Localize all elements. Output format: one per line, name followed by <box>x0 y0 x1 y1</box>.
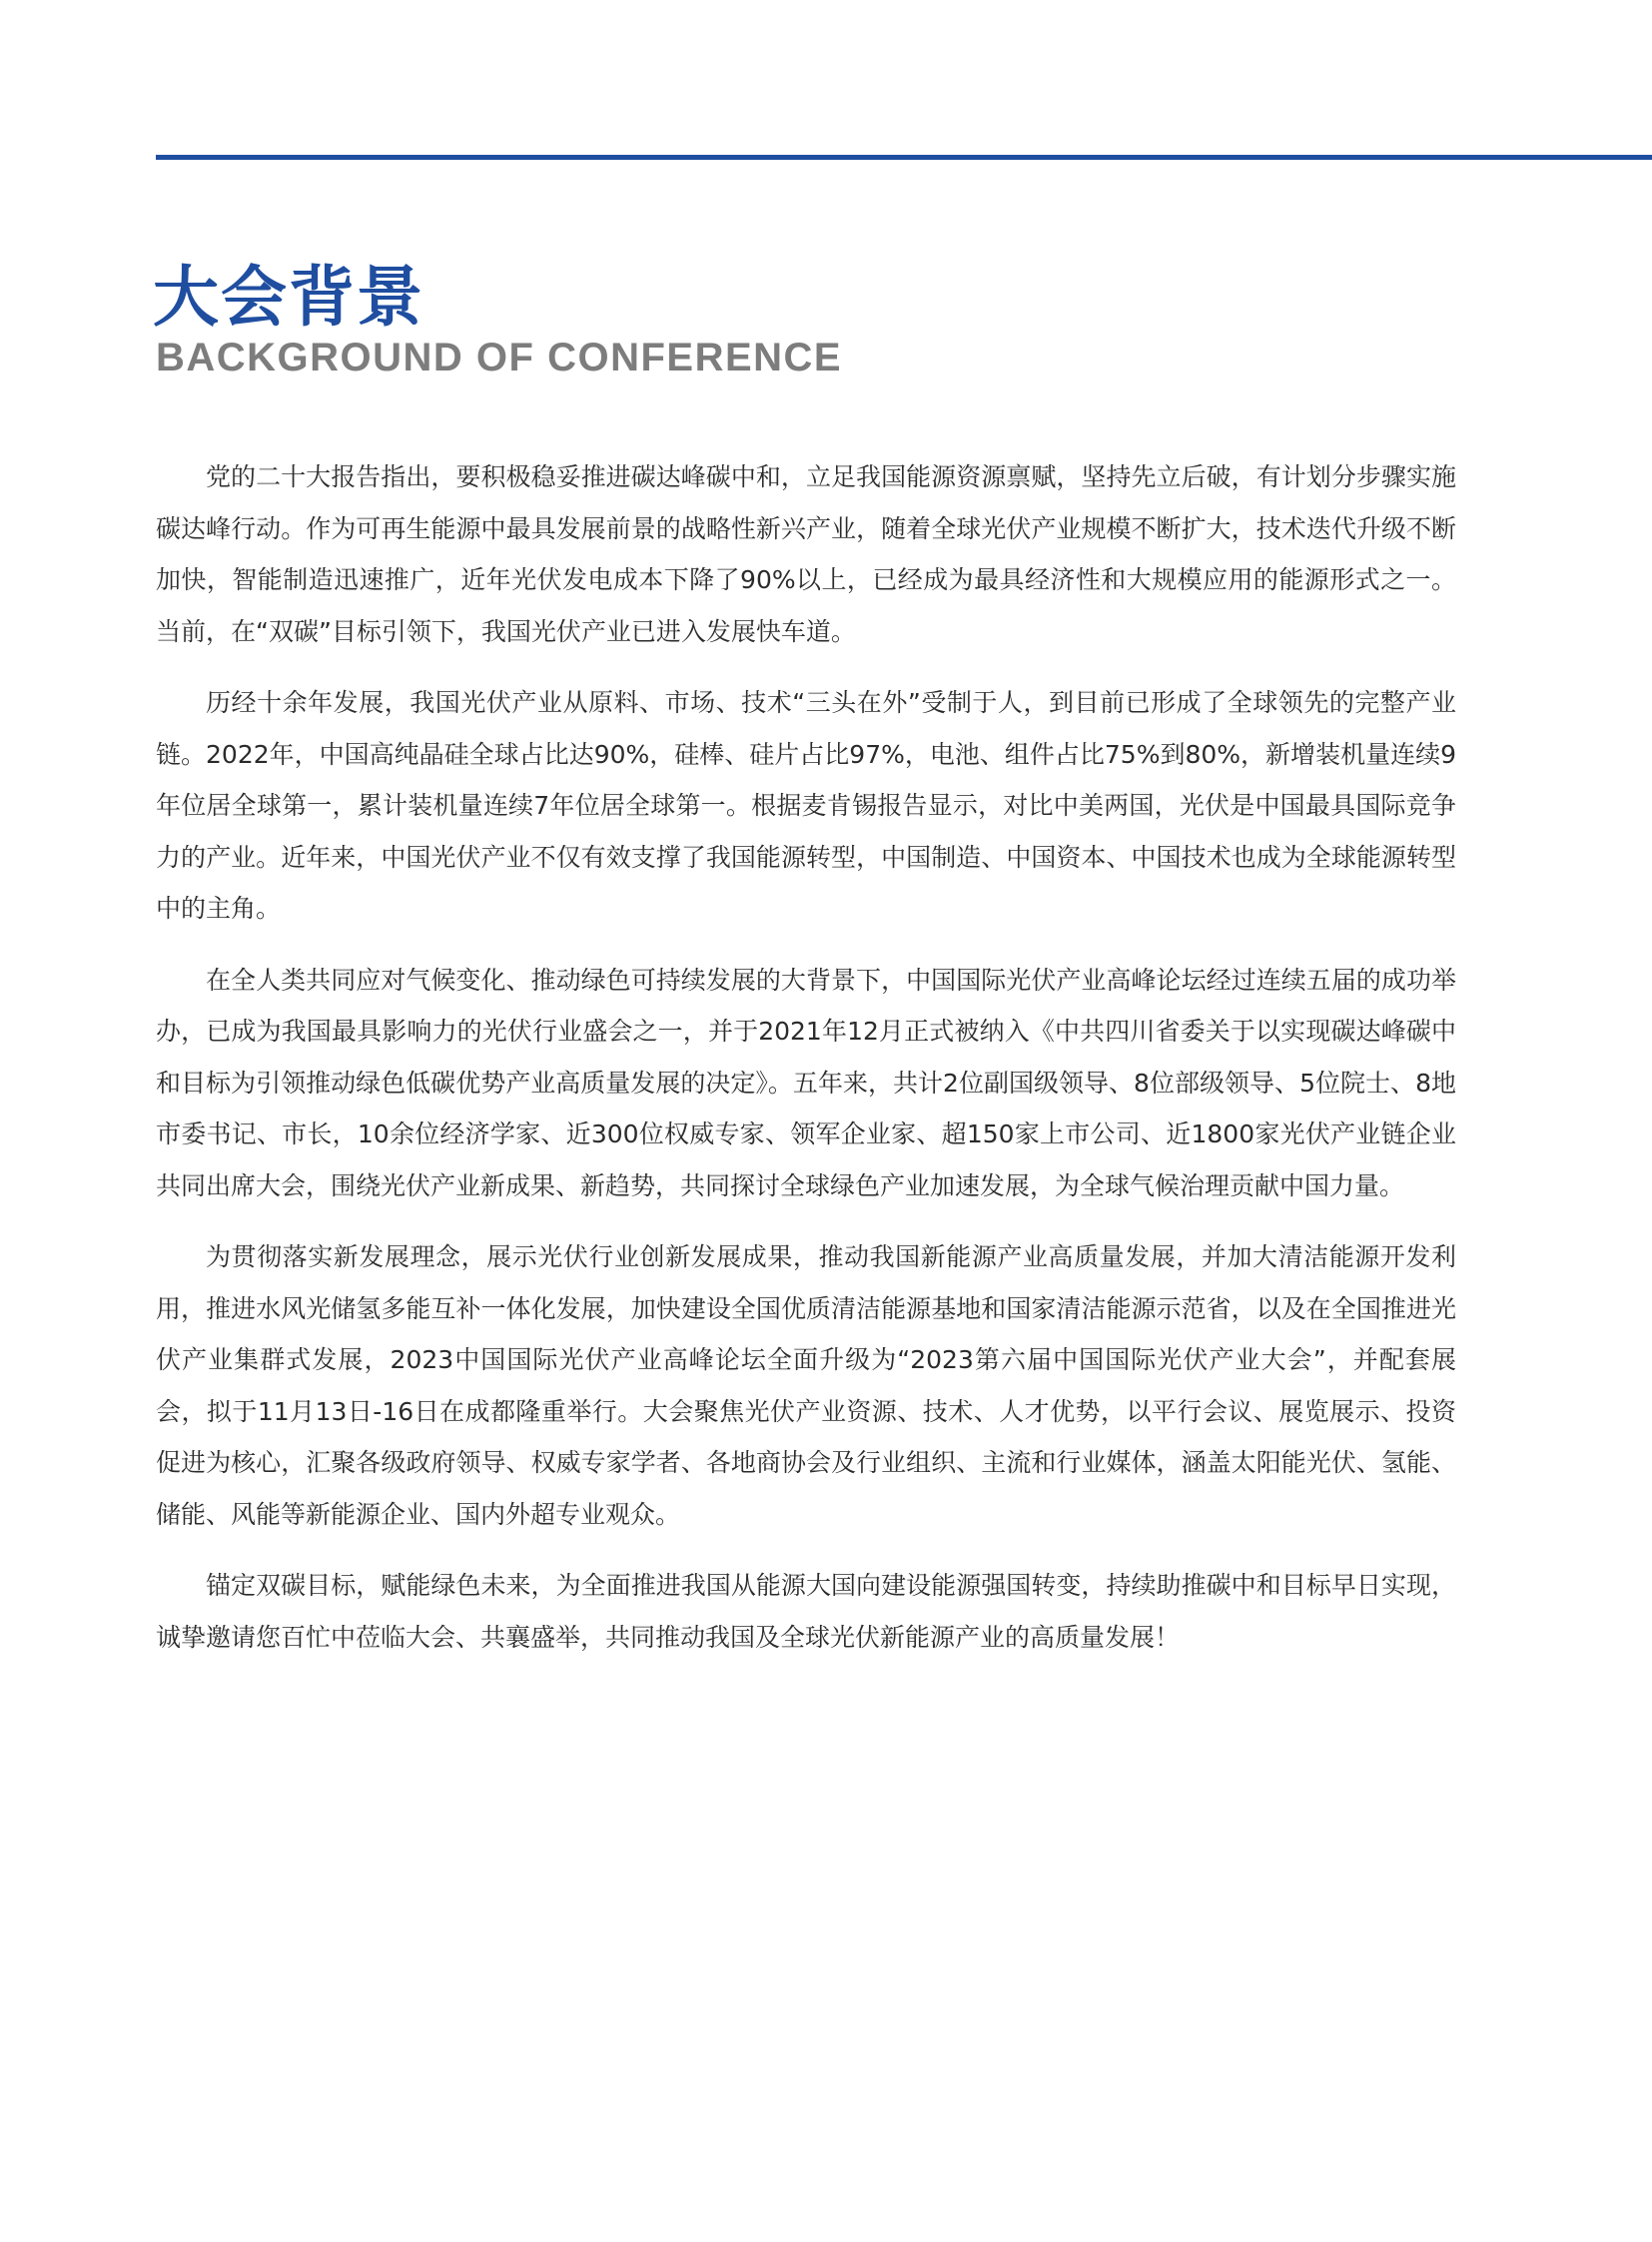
paragraph: 为贯彻落实新发展理念，展示光伏行业创新发展成果，推动我国新能源产业高质量发展，并加大清洁能源开发利用，推进水风光储氢多能互补一体化发展，加快建设全国优质清洁能源基地和国家清洁能源示范省，以及在全国推进光伏产业集群式发展，2023中国国际光伏产业高峰论坛全面升级为“2023第六届中国国际光伏产业大会”，并配套展会，拟于11月13日-16日在成都隆重举行。大会聚焦光伏产业资源、技术、人才优势，以平行会议、展览展示、投资促进为核心，汇聚各级政府领导、权威专家学者、各地商协会及行业组织、主流和行业媒体，涵盖太阳能光伏、氢能、储能、风能等新能源企业、国内外超专业观众。 <box>156 1242 1456 1529</box>
paragraph: 历经十余年发展，我国光伏产业从原料、市场、技术“三头在外”受制于人，到目前已形成了全球领先的完整产业链。2022年，中国高纯晶硅全球占比达90%，硅棒、硅片占比97%，电池、组件占比75%到80%，新增装机量连续9年位居全球第一，累计装机量连续7年位居全球第一。根据麦肯锡报告显示，对比中美两国，光伏是中国最具国际竞争力的产业。近年来，中国光伏产业不仅有效支撑了我国能源转型，中国制造、中国资本、中国技术也成为全球能源转型中的主角。 <box>156 688 1456 923</box>
paragraph: 在全人类共同应对气候变化、推动绿色可持续发展的大背景下，中国国际光伏产业高峰论坛经过连续五届的成功举办，已成为我国最具影响力的光伏行业盛会之一，并于2021年12月正式被纳入《中共四川省委关于以实现碳达峰碳中和目标为引领推动绿色低碳优势产业高质量发展的决定》。五年来，共计2位副国级领导、8位部级领导、5位院士、8地市委书记、市长，10余位经济学家、近300位权威专家、领军企业家、超150家上市公司、近1800家光伏产业链企业共同出席大会，围绕光伏产业新成果、新趋势，共同探讨全球绿色产业加速发展，为全球气候治理贡献中国力量。 <box>156 965 1456 1200</box>
paragraph: 党的二十大报告指出，要积极稳妥推进碳达峰碳中和，立足我国能源资源禀赋，坚持先立后破，有计划分步骤实施碳达峰行动。作为可再生能源中最具发展前景的战略性新兴产业，随着全球光伏产业规模不断扩大，技术迭代升级不断加快，智能制造迅速推广，近年光伏发电成本下降了90%以上，已经成为最具经济性和大规模应用的能源形式之一。当前，在“双碳”目标引领下，我国光伏产业已进入发展快车道。 <box>156 462 1456 646</box>
paragraph: 锚定双碳目标，赋能绿色未来，为全面推进我国从能源大国向建设能源强国转变，持续助推碳中和目标早日实现，诚挚邀请您百忙中莅临大会、共襄盛举，共同推动我国及全球光伏新能源产业的高质量发展！ <box>156 1571 1456 1652</box>
section-title: 大会背景 <box>153 259 424 336</box>
body-text <box>156 451 1456 1683</box>
header-rule <box>156 155 1652 160</box>
section-subtitle: BACKGROUND OF CONFERENCE <box>156 336 843 379</box>
